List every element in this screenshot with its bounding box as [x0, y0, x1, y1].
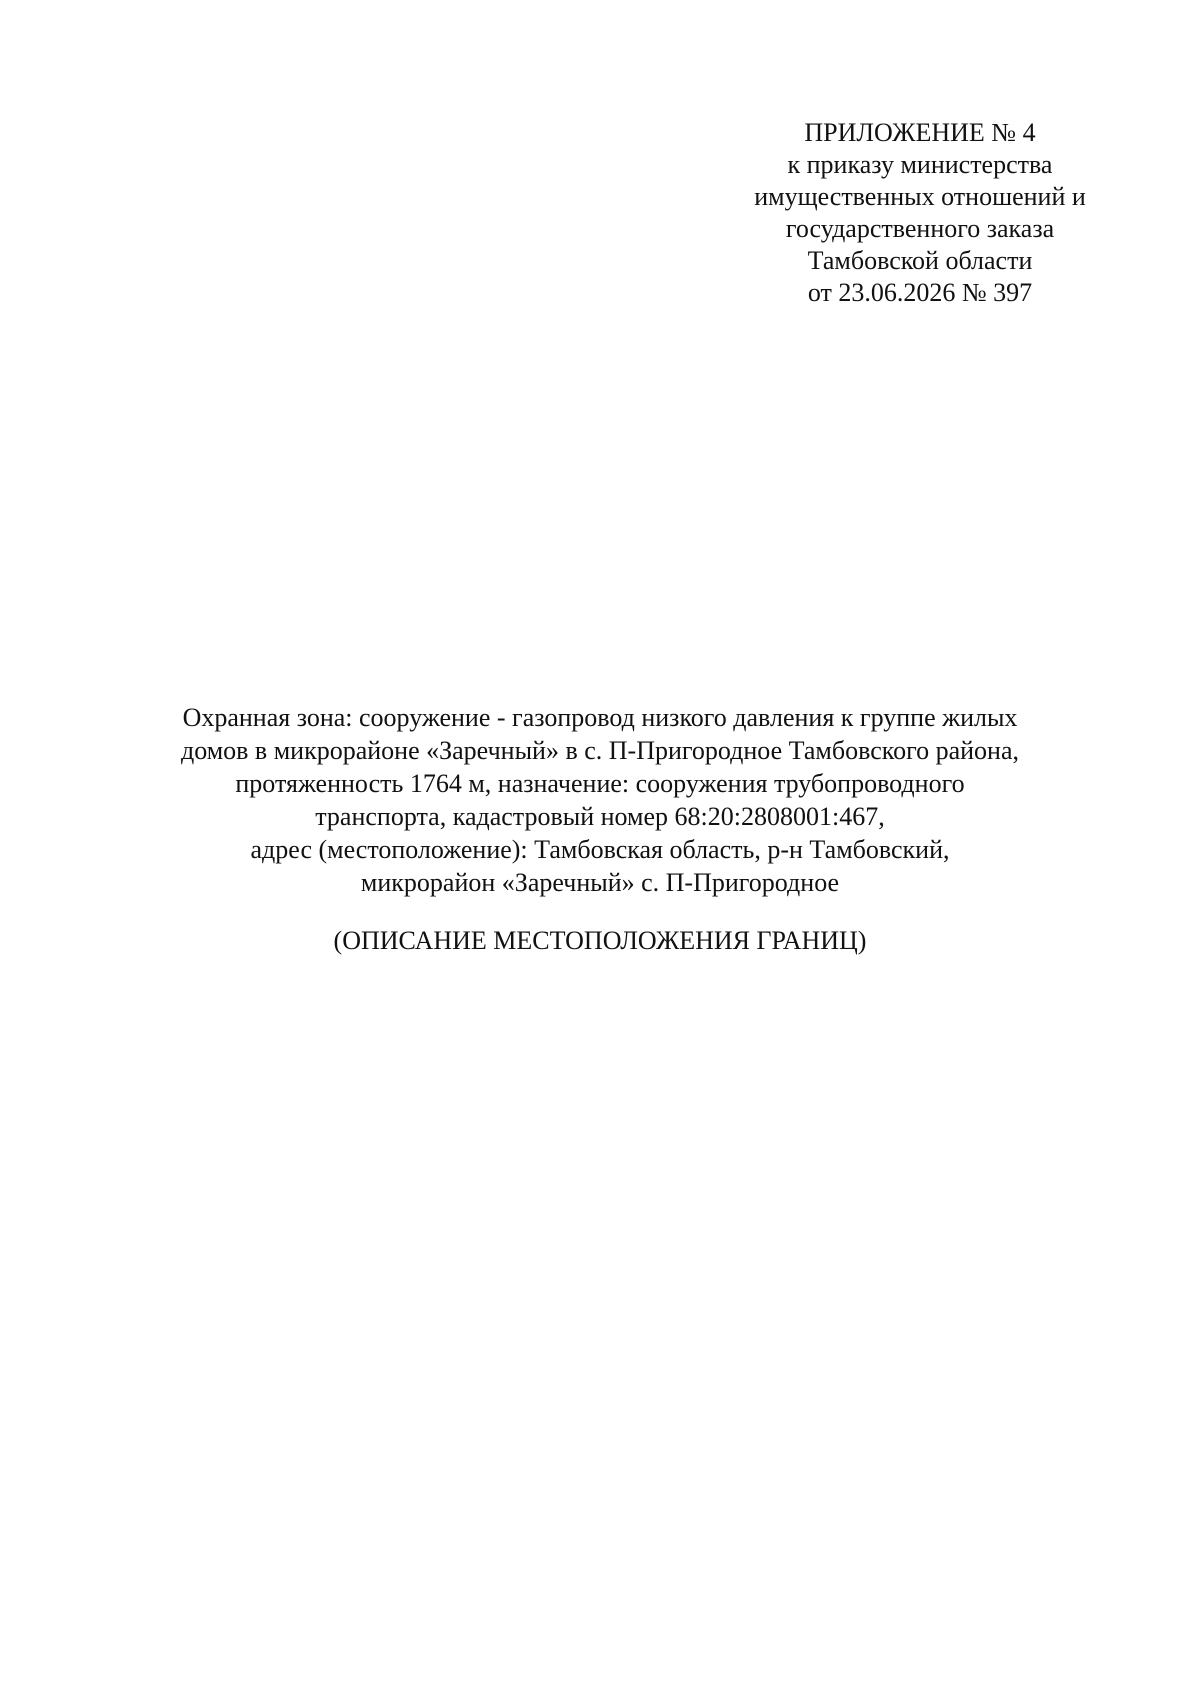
- description-line: домов в микрорайоне «Заречный» в с. П-Пригородное Тамбовского района,: [180, 736, 1020, 765]
- description-line: адрес (местоположение): Тамбовская область, р-н Тамбовский,: [250, 835, 950, 864]
- appendix-ministry-line: имущественных отношений и: [754, 182, 1086, 211]
- appendix-date-number: от 23.06.2026 № 397: [807, 278, 1033, 307]
- description-line: Охранная зона: сооружение - газопровод низкого давления к группе жилых: [182, 703, 1018, 732]
- appendix-ministry-line: государственного заказа: [785, 214, 1055, 243]
- appendix-title: ПРИЛОЖЕНИЕ № 4: [804, 118, 1036, 147]
- description-line: протяженность 1764 м, назначение: сооружения трубопроводного: [235, 769, 965, 798]
- protection-zone-description: [150, 701, 1050, 899]
- description-line: транспорта, кадастровый номер 68:20:2808001:467,: [315, 802, 885, 831]
- section-title: (ОПИСАНИЕ МЕСТОПОЛОЖЕНИЯ ГРАНИЦ): [333, 926, 867, 955]
- appendix-header: [690, 117, 1150, 309]
- appendix-order-line: к приказу министерства: [787, 150, 1053, 179]
- description-line: микрорайон «Заречный» с. П-Пригородное: [360, 868, 840, 897]
- appendix-region-line: Тамбовской области: [807, 246, 1033, 275]
